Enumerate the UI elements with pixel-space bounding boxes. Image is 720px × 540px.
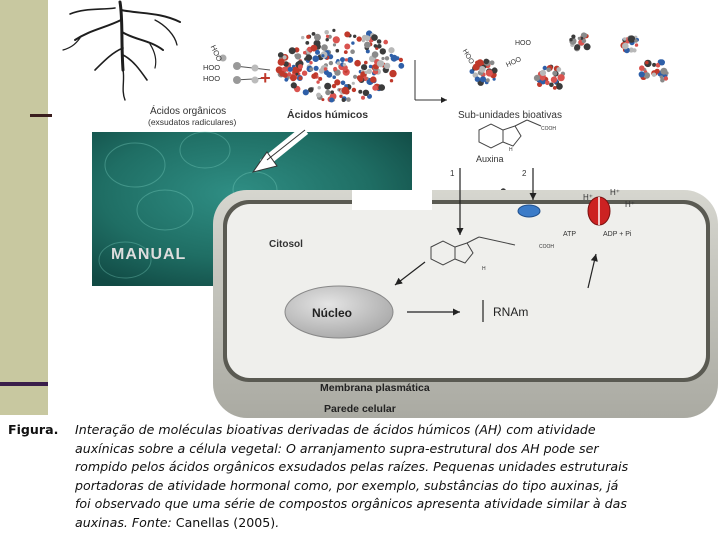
atom xyxy=(486,69,493,76)
atom xyxy=(540,70,546,76)
atom xyxy=(305,41,309,45)
atom xyxy=(361,96,365,100)
humic-acid-diagram xyxy=(55,0,720,418)
atom xyxy=(329,98,334,103)
atom xyxy=(301,36,304,39)
atom xyxy=(326,38,329,41)
atom xyxy=(332,75,336,79)
atom xyxy=(298,76,302,80)
atom xyxy=(398,63,404,69)
atom xyxy=(659,59,665,65)
bioactive-subunits-label: Sub-unidades bioativas xyxy=(458,110,562,121)
atom xyxy=(344,44,350,50)
atom xyxy=(390,54,393,57)
atom xyxy=(372,51,379,58)
atom xyxy=(342,98,346,102)
receptor-protein xyxy=(518,205,540,217)
atom xyxy=(390,79,393,82)
atom xyxy=(551,77,557,83)
caption-last-end: . xyxy=(275,514,280,530)
atom xyxy=(363,90,369,96)
caption-line: Interação de moléculas bioativas derivadas de ácidos húmicos (AH) com atividade xyxy=(75,422,596,437)
atom xyxy=(339,95,342,98)
atom xyxy=(303,89,309,95)
atom xyxy=(311,73,317,79)
caption-line: rompido pelos ácidos orgânicos exsudados pelas raízes. Pequenas unidades estruturais xyxy=(75,459,629,475)
atom xyxy=(283,55,287,59)
cell-wall-label: Parede celular xyxy=(324,403,396,415)
atom xyxy=(623,37,626,40)
h-plus-label: H⁺ xyxy=(625,200,635,209)
cell-wall-gap xyxy=(352,190,432,210)
step-number: 1 xyxy=(450,169,455,178)
atom xyxy=(377,39,382,44)
atom xyxy=(318,86,321,89)
atom xyxy=(326,35,329,38)
adp-label: ADP + Pi xyxy=(603,231,632,238)
atom xyxy=(574,46,579,51)
atom xyxy=(364,42,371,49)
mrna-label: RNAm xyxy=(493,305,529,319)
atom xyxy=(665,71,668,74)
atom xyxy=(340,57,345,62)
cytosol-label: Citosol xyxy=(269,239,303,250)
atom xyxy=(553,86,557,90)
atom xyxy=(371,34,378,41)
atom xyxy=(284,78,288,82)
atom xyxy=(475,77,480,82)
h-plus-label: H⁺ xyxy=(610,188,620,197)
atom xyxy=(342,87,349,94)
atom xyxy=(635,43,638,46)
atom xyxy=(584,43,591,50)
atom xyxy=(370,76,376,82)
root-exudates-label: (exsudatos radiculares) xyxy=(148,117,237,127)
atom xyxy=(354,60,361,67)
atom xyxy=(319,68,325,74)
auxin-structure xyxy=(479,120,541,148)
atom xyxy=(352,88,356,92)
atom xyxy=(628,35,635,42)
atom xyxy=(634,39,638,43)
plasma-membrane-label: Membrana plasmática xyxy=(320,382,430,394)
organic-acids-label: Ácidos orgânicos xyxy=(150,106,227,117)
caption-body xyxy=(75,421,711,533)
atom xyxy=(486,78,490,82)
atom xyxy=(358,76,364,82)
atom xyxy=(361,64,367,70)
atom xyxy=(352,82,355,85)
cytosol-area xyxy=(227,204,706,378)
atom xyxy=(295,73,298,76)
atom xyxy=(377,60,384,67)
atom xyxy=(321,54,324,57)
atom xyxy=(473,64,480,71)
atom xyxy=(571,35,575,39)
atom xyxy=(388,47,394,53)
atom xyxy=(309,67,313,71)
atom xyxy=(324,30,329,35)
atom xyxy=(295,53,301,59)
caption-line: portadoras de atividade hormonal como, por exemplo, substâncias do tipo auxinas, já xyxy=(75,477,619,493)
atom xyxy=(545,81,550,86)
step-number: 2 xyxy=(522,169,527,178)
h-label: H xyxy=(482,266,486,272)
h-plus-label: H⁺ xyxy=(583,193,593,202)
atom xyxy=(664,76,668,80)
diagram-svg xyxy=(55,0,720,418)
hoo-label: HOO xyxy=(505,55,523,70)
atom xyxy=(325,90,330,95)
atom xyxy=(291,82,297,88)
atom xyxy=(318,77,322,81)
atom xyxy=(490,60,495,65)
atom xyxy=(303,51,306,54)
atom xyxy=(306,35,310,39)
atom xyxy=(546,68,551,73)
atom xyxy=(314,34,321,41)
caption-source: Canellas (2005) xyxy=(175,514,276,530)
caption-line-last xyxy=(75,514,711,533)
atom xyxy=(484,59,490,65)
hoo-label: HOO xyxy=(203,74,221,83)
atom xyxy=(309,61,312,64)
atom xyxy=(332,29,335,32)
atom xyxy=(298,64,303,69)
atom xyxy=(345,58,348,61)
atom xyxy=(351,41,354,44)
atom xyxy=(540,75,545,80)
cooh-label: COOH xyxy=(541,126,556,132)
atom xyxy=(578,37,581,40)
caption-last-text: auxinas. Fonte: xyxy=(75,514,176,530)
atom xyxy=(534,75,540,81)
atom xyxy=(381,57,384,60)
hoo-label: HOO xyxy=(515,40,531,47)
atom xyxy=(389,70,396,77)
atom xyxy=(312,55,319,62)
atom xyxy=(278,59,285,66)
atom xyxy=(316,93,321,98)
atom xyxy=(302,71,307,76)
atom xyxy=(543,66,547,70)
atom xyxy=(350,49,355,54)
plus-sign: + xyxy=(260,68,271,88)
atom xyxy=(558,74,565,81)
slide-accent-line xyxy=(30,114,52,117)
atom xyxy=(639,65,645,71)
atom xyxy=(344,31,350,37)
hoo-label: HOO xyxy=(460,48,475,66)
atom xyxy=(324,83,331,90)
manual-title: MANUAL xyxy=(111,246,187,263)
atom xyxy=(357,36,362,41)
atom xyxy=(290,75,296,81)
slide-left-bar xyxy=(0,0,48,415)
atom xyxy=(652,63,656,67)
auxin-label: Auxina xyxy=(476,154,504,164)
atom xyxy=(344,50,348,54)
atom xyxy=(314,66,319,71)
atom xyxy=(364,61,368,65)
nucleus-label: Núcleo xyxy=(312,306,353,320)
atom xyxy=(346,97,351,102)
atom xyxy=(336,49,340,53)
atom xyxy=(341,81,346,86)
atom xyxy=(372,85,378,91)
atom xyxy=(652,73,656,77)
arrow-to-subunits xyxy=(415,60,447,100)
atom xyxy=(316,80,319,83)
caption-label: Figura. xyxy=(8,422,59,437)
hoo-label: HOO xyxy=(203,63,221,72)
atom xyxy=(333,67,337,71)
cooh-label: COOH xyxy=(539,244,554,250)
atom xyxy=(330,90,334,94)
atp-label: ATP xyxy=(563,231,577,238)
atom xyxy=(358,90,362,94)
humic-acids-label: Ácidos húmicos xyxy=(287,109,369,121)
caption-line: auxínicas sobre a célula vegetal: O arranjamento supra-estrutural dos AH pode ser xyxy=(75,440,599,456)
atom xyxy=(347,57,353,63)
atom xyxy=(377,44,382,49)
atom xyxy=(326,72,332,78)
atom xyxy=(324,67,327,70)
atom xyxy=(399,58,403,62)
atom xyxy=(383,40,388,45)
figure-caption xyxy=(8,421,712,530)
atom xyxy=(369,65,373,69)
atom xyxy=(479,66,486,73)
atom xyxy=(315,50,320,55)
atom xyxy=(333,36,340,43)
atom xyxy=(279,71,285,77)
atom xyxy=(306,54,313,61)
atom xyxy=(569,38,572,41)
atom xyxy=(645,61,649,65)
atom xyxy=(549,83,554,88)
atom xyxy=(292,67,298,73)
atom xyxy=(362,39,365,42)
humic-acid-cluster xyxy=(276,29,404,103)
h-label: H xyxy=(509,147,513,153)
atom xyxy=(353,35,356,38)
atom xyxy=(364,35,370,41)
atom xyxy=(552,71,557,76)
atom xyxy=(321,98,324,101)
root-drawing xyxy=(63,2,180,100)
atom xyxy=(365,71,369,75)
atom xyxy=(378,84,385,91)
atom xyxy=(333,43,336,46)
atom xyxy=(321,44,328,51)
atom xyxy=(395,56,399,60)
atom xyxy=(480,76,486,82)
atom xyxy=(639,71,645,77)
atom xyxy=(385,56,389,60)
slide-accent-line xyxy=(0,382,48,386)
atom xyxy=(332,84,336,88)
atom xyxy=(329,61,333,65)
atom xyxy=(343,63,346,66)
atom xyxy=(288,67,293,72)
atom xyxy=(655,69,660,74)
atom xyxy=(556,67,561,72)
hoo-label: HOO xyxy=(208,43,225,63)
atom xyxy=(622,43,629,50)
atom xyxy=(337,61,341,65)
caption-line: foi observado que uma série de compostos orgânicos apresenta atividade similar à das xyxy=(75,496,627,512)
atom xyxy=(289,47,296,54)
atom xyxy=(380,48,386,54)
atom xyxy=(374,44,378,48)
atom xyxy=(353,75,357,79)
atom xyxy=(384,63,390,69)
atom xyxy=(479,82,482,85)
